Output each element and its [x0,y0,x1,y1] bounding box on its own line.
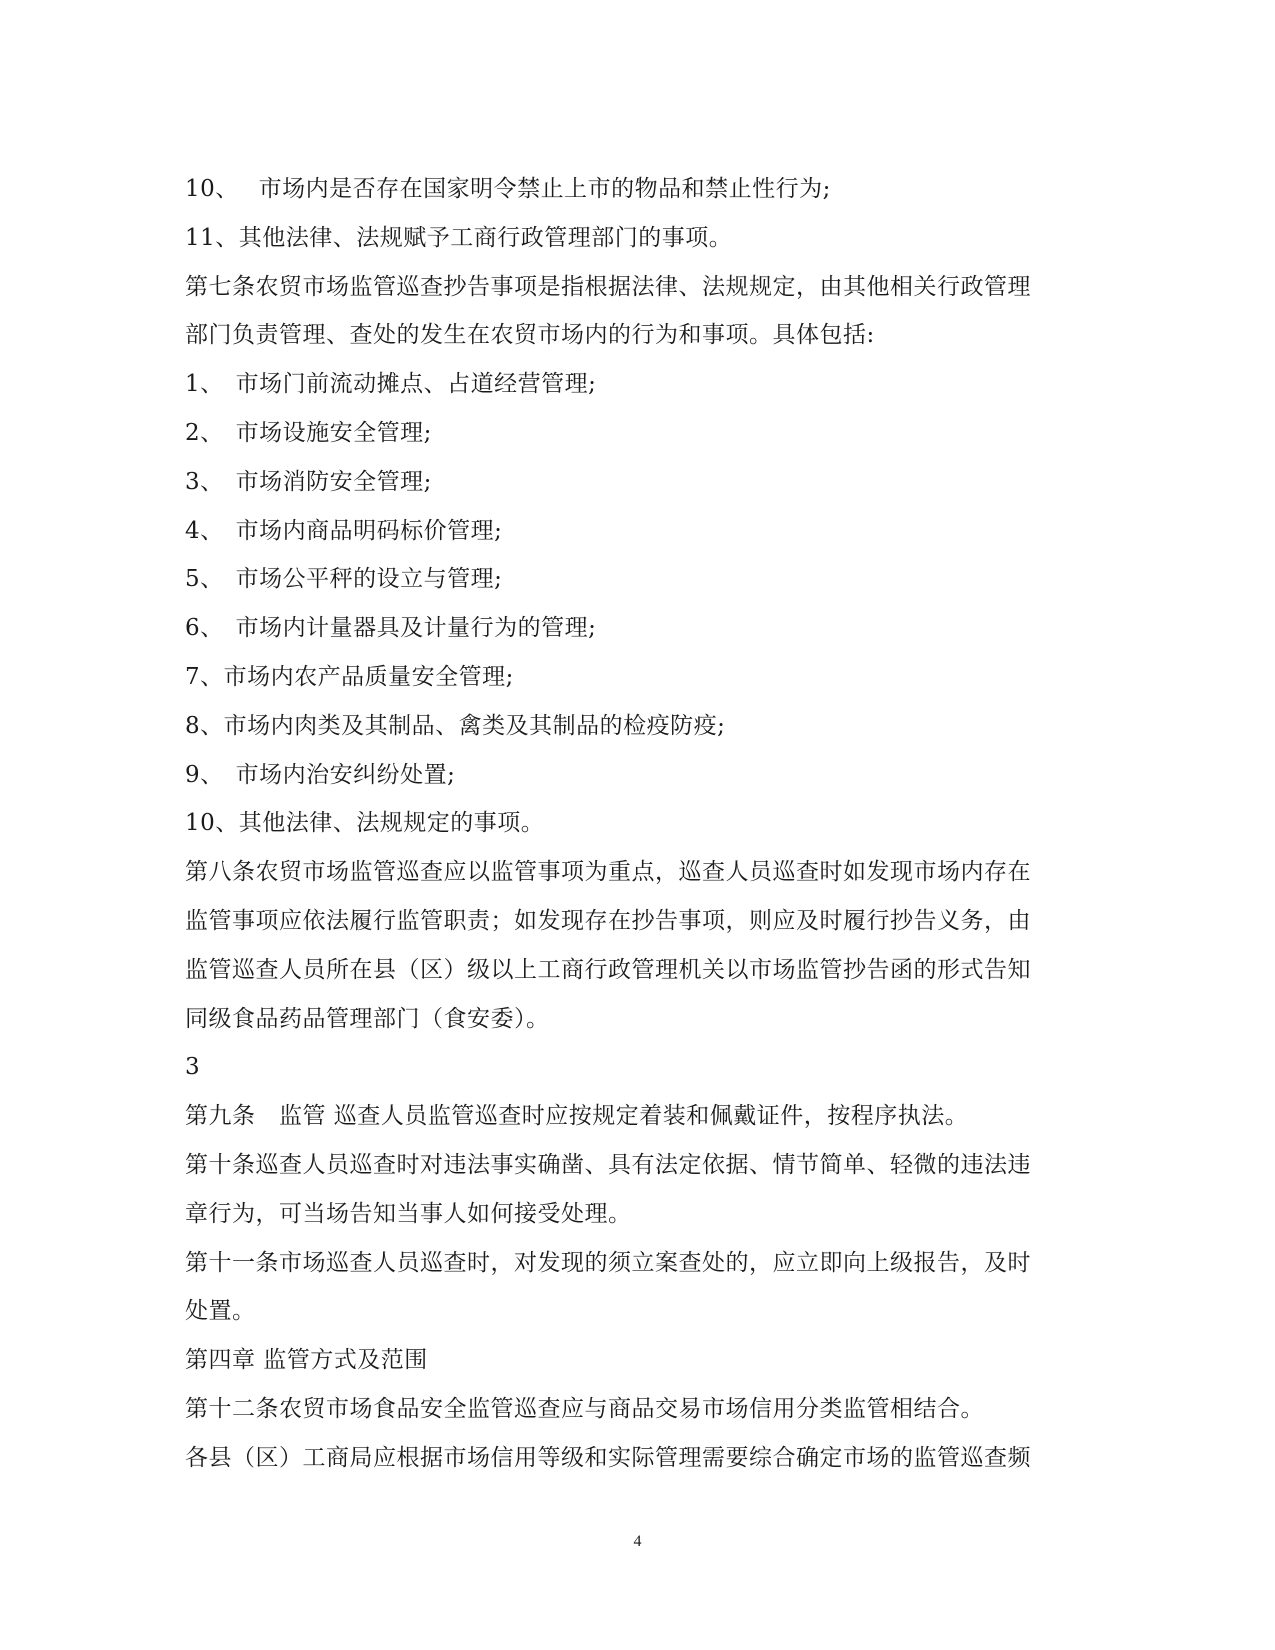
text-line: 11、其他法律、法规赋予工商行政管理部门的事项。 [185,224,733,251]
text-line: 部门负责管理、查处的发生在农贸市场内的行为和事项。具体包括: [185,322,875,349]
text-line: 各县（区）工商局应根据市场信用等级和实际管理需要综合确定市场的监管巡查频 [185,1444,1031,1471]
text-line: 章行为，可当场告知当事人如何接受处理。 [185,1200,632,1227]
text-line: 第十二条农贸市场食品安全监管巡查应与商品交易市场信用分类监管相结合。 [185,1395,984,1422]
text-line: 第十条巡查人员巡查时对违法事实确凿、具有法定依据、情节简单、轻微的违法违 [185,1151,1031,1178]
inline-page-marker: 3 [185,1054,201,1081]
text-line: 4、 市场内商品明码标价管理; [185,517,503,544]
text-line: 2、 市场设施安全管理; [185,419,432,446]
text-line: 10、 市场内是否存在国家明令禁止上市的物品和禁止性行为; [185,176,831,202]
text-line: 1、 市场门前流动摊点、占道经营管理; [185,371,597,398]
text-line: 监管事项应依法履行监管职责；如发现存在抄告事项，则应及时履行抄告义务，由 [185,907,1031,934]
text-line: 监管巡查人员所在县（区）级以上工商行政管理机关以市场监管抄告函的形式告知 [185,956,1031,983]
text-line: 5、 市场公平秤的设立与管理; [185,566,503,593]
text-line: 第八条农贸市场监管巡查应以监管事项为重点，巡查人员巡查时如发现市场内存在 [185,859,1031,886]
text-line: 10、其他法律、法规规定的事项。 [185,810,545,837]
text-line: 第九条 监管 巡查人员监管巡查时应按规定着装和佩戴证件，按程序执法。 [185,1103,969,1130]
text-line: 3、 市场消防安全管理; [185,468,432,495]
text-line: 处置。 [185,1298,256,1325]
page-number: 4 [633,1533,642,1550]
document-body [185,165,1085,1483]
text-line: 同级食品药品管理部门（食安委）。 [185,1005,550,1032]
text-line: 6、 市场内计量器具及计量行为的管理; [185,615,597,642]
text-line: 第十一条市场巡查人员巡查时，对发现的须立案查处的，应立即向上级报告，及时 [185,1249,1031,1276]
text-line: 8、市场内肉类及其制品、禽类及其制品的检疫防疫; [185,712,726,739]
text-line: 7、市场内农产品质量安全管理; [185,663,514,690]
chapter-heading: 第四章 监管方式及范围 [185,1347,428,1374]
text-line: 9、 市场内治安纠纷处置; [185,761,456,788]
text-line: 第七条农贸市场监管巡查抄告事项是指根据法律、法规规定，由其他相关行政管理 [185,273,1031,300]
